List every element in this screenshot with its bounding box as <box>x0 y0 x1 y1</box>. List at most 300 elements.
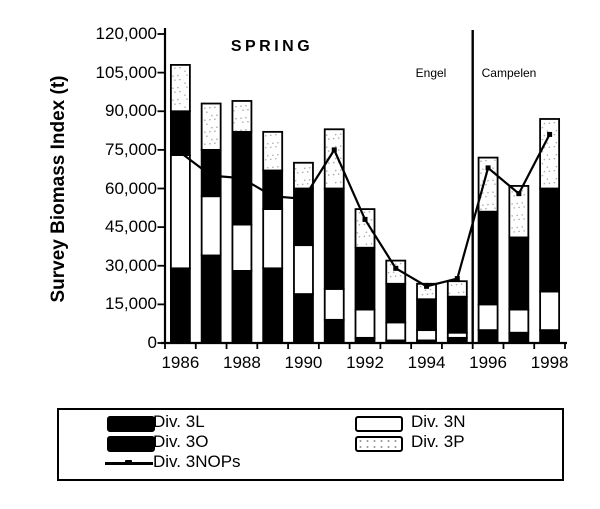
speckle-dot <box>297 184 299 186</box>
bar-segment-1990-3N <box>294 245 313 294</box>
speckle-dot <box>357 220 359 222</box>
speckle-dot <box>544 123 546 125</box>
legend-swatch-div-3p <box>355 436 403 452</box>
speckle-dot <box>518 207 520 209</box>
line-point-1996 <box>486 165 491 170</box>
speckle-dot <box>209 143 211 145</box>
y-axis-title: Survey Biomass Index (t) <box>48 75 69 303</box>
speckle-dot <box>309 179 311 181</box>
gear-period-label-campelen: Campelen <box>481 66 537 80</box>
speckle-dot <box>304 168 306 170</box>
speckle-dot <box>482 204 484 206</box>
speckle-dot <box>547 130 549 132</box>
speckle-dot <box>556 154 558 156</box>
speckle-dot <box>390 264 392 266</box>
line-point-1988 <box>239 176 244 181</box>
speckle-dot <box>425 289 427 291</box>
speckle-dot <box>179 91 181 93</box>
bar-segment-1997-3O <box>509 237 528 309</box>
bar-segment-1989-3L <box>263 268 282 343</box>
speckle-dot <box>432 293 434 295</box>
legend-swatch-div-3l <box>107 416 155 432</box>
speckle-dot <box>245 117 247 119</box>
legend-label-div-3l: Div. 3L <box>153 412 205 431</box>
line-point-1995 <box>455 276 460 281</box>
speckle-dot <box>513 195 515 197</box>
bar-segment-1990-3P <box>294 163 313 189</box>
speckle-dot <box>184 70 186 72</box>
speckle-dot <box>277 154 279 156</box>
speckle-dot <box>272 142 274 144</box>
y-tick-label-105000: 105,000 <box>95 62 157 82</box>
speckle-dot <box>371 219 373 221</box>
speckle-dot <box>393 271 395 273</box>
bar-segment-1996-3L <box>479 330 498 343</box>
speckle-dot <box>265 135 267 137</box>
speckle-dot <box>206 123 208 125</box>
y-tick-label-45000: 45,000 <box>105 217 157 237</box>
speckle-dot <box>295 168 297 170</box>
speckle-dot <box>390 276 392 278</box>
bar-segment-1991-3N <box>325 289 344 320</box>
speckle-dot <box>542 175 544 177</box>
speckle-dot <box>179 103 181 105</box>
speckle-dot <box>494 183 496 185</box>
speckle-dot <box>275 134 277 136</box>
speckle-dot <box>369 235 371 237</box>
bar-segment-1994-3N <box>417 330 436 340</box>
speckle-dot <box>214 118 216 120</box>
speckle-dot <box>556 130 558 132</box>
x-tick-label-1990: 1990 <box>284 353 323 372</box>
speckle-dot <box>340 133 342 135</box>
bar-segment-1998-3N <box>540 292 559 331</box>
speckle-dot <box>209 131 211 133</box>
speckle-dot <box>556 166 558 168</box>
speckle-dot <box>338 137 340 139</box>
speckle-dot <box>216 138 218 140</box>
speckle-dot <box>186 98 188 100</box>
bar-segment-1987-3O <box>202 150 221 196</box>
speckle-dot <box>364 224 366 226</box>
speckle-dot <box>328 150 330 152</box>
bar-segment-1986-3N <box>171 155 190 268</box>
speckle-dot <box>184 82 186 84</box>
speckle-dot <box>364 212 366 214</box>
speckle-dot <box>204 143 206 145</box>
speckle-dot <box>395 275 397 277</box>
speckle-dot <box>366 244 368 246</box>
speckle-dot <box>204 119 206 121</box>
speckle-dot <box>295 180 297 182</box>
x-tick-label-1998: 1998 <box>530 353 569 372</box>
x-tick-label-1992: 1992 <box>346 353 384 372</box>
speckle-dot <box>549 170 551 172</box>
x-tick-label-1986: 1986 <box>161 353 200 372</box>
bar-segment-1986-3O <box>171 111 190 155</box>
bar-segment-1987-3L <box>202 255 221 343</box>
speckle-dot <box>270 158 272 160</box>
legend-label-div-3p: Div. 3P <box>411 432 465 451</box>
speckle-dot <box>430 289 432 291</box>
speckle-dot <box>458 292 460 294</box>
legend-label-div-3n: Div. 3N <box>411 412 466 431</box>
speckle-dot <box>516 215 518 217</box>
speckle-dot <box>523 206 525 208</box>
speckle-dot <box>494 159 496 161</box>
speckle-dot <box>174 79 176 81</box>
speckle-dot <box>333 174 335 176</box>
bar-segment-1992-3O <box>356 248 375 310</box>
line-point-1997 <box>516 191 521 196</box>
speckle-dot <box>275 146 277 148</box>
speckle-dot <box>521 202 523 204</box>
bar-segment-1991-3L <box>325 320 344 343</box>
speckle-dot <box>326 170 328 172</box>
bar-segment-1987-3N <box>202 196 221 255</box>
speckle-dot <box>335 170 337 172</box>
speckle-dot <box>542 163 544 165</box>
bar-segment-1988-3L <box>232 271 251 343</box>
speckle-dot <box>333 162 335 164</box>
speckle-dot <box>326 146 328 148</box>
speckle-dot <box>549 182 551 184</box>
speckle-dot <box>480 172 482 174</box>
speckle-dot <box>216 126 218 128</box>
bar-segment-1994-3O <box>417 299 436 330</box>
line-point-1991 <box>332 147 337 152</box>
speckle-dot <box>449 292 451 294</box>
speckle-dot <box>242 109 244 111</box>
speckle-dot <box>549 122 551 124</box>
x-tick-label-1988: 1988 <box>223 353 261 372</box>
speckle-dot <box>359 224 361 226</box>
speckle-dot <box>451 284 453 286</box>
speckle-dot <box>214 106 216 108</box>
line-point-1994 <box>424 284 429 289</box>
speckle-dot <box>338 149 340 151</box>
speckle-dot <box>554 182 556 184</box>
speckle-dot <box>235 106 237 108</box>
speckle-dot <box>544 159 546 161</box>
speckle-dot <box>277 142 279 144</box>
y-tick-label-90000: 90,000 <box>105 101 157 121</box>
speckle-dot <box>485 208 487 210</box>
speckle-dot <box>523 218 525 220</box>
speckle-dot <box>511 215 513 217</box>
speckle-dot <box>326 182 328 184</box>
speckle-dot <box>521 214 523 216</box>
speckle-dot <box>240 105 242 107</box>
speckle-dot <box>480 160 482 162</box>
speckle-dot <box>513 207 515 209</box>
speckle-dot <box>556 178 558 180</box>
speckle-dot <box>364 236 366 238</box>
bar-segment-1993-3N <box>386 322 405 340</box>
speckle-dot <box>272 154 274 156</box>
y-tick-label-75000: 75,000 <box>105 139 157 159</box>
speckle-dot <box>211 115 213 117</box>
speckle-dot <box>554 158 556 160</box>
line-point-1989 <box>270 194 275 199</box>
speckle-dot <box>335 146 337 148</box>
line-point-1998 <box>547 132 552 137</box>
speckle-dot <box>275 158 277 160</box>
speckle-dot <box>242 121 244 123</box>
bar-segment-1996-3N <box>479 304 498 330</box>
speckle-dot <box>204 107 206 109</box>
speckle-dot <box>267 155 269 157</box>
speckle-dot <box>556 142 558 144</box>
legend-swatch-div-3o <box>107 436 155 452</box>
speckle-dot <box>297 172 299 174</box>
bar-segment-1996-3O <box>479 212 498 305</box>
bar-segment-1995-3O <box>448 297 467 333</box>
speckle-dot <box>272 166 274 168</box>
line-point-1990 <box>301 196 306 201</box>
speckle-dot <box>420 286 422 288</box>
speckle-dot <box>359 212 361 214</box>
speckle-dot <box>485 196 487 198</box>
y-tick-label-120000: 120,000 <box>95 24 157 43</box>
speckle-dot <box>554 134 556 136</box>
speckle-dot <box>172 87 174 89</box>
speckle-dot <box>480 184 482 186</box>
speckle-dot <box>340 145 342 147</box>
chart-title: SPRING <box>230 38 314 55</box>
speckle-dot <box>307 171 309 173</box>
speckle-dot <box>357 232 359 234</box>
bar-segment-1998-3L <box>540 330 559 343</box>
speckle-dot <box>177 99 179 101</box>
speckle-dot <box>513 219 515 221</box>
line-point-1993 <box>393 266 398 271</box>
speckle-dot <box>328 138 330 140</box>
speckle-dot <box>309 167 311 169</box>
speckle-dot <box>172 99 174 101</box>
speckle-dot <box>186 86 188 88</box>
speckle-dot <box>395 263 397 265</box>
bar-segment-1986-3L <box>171 268 190 343</box>
speckle-dot <box>371 243 373 245</box>
speckle-dot <box>523 194 525 196</box>
speckle-dot <box>487 204 489 206</box>
speckle-dot <box>204 131 206 133</box>
legend-label-div-3o: Div. 3O <box>153 432 209 451</box>
bar-segment-1993-3O <box>386 284 405 323</box>
speckle-dot <box>463 291 465 293</box>
speckle-dot <box>521 226 523 228</box>
speckle-dot <box>482 168 484 170</box>
speckle-dot <box>340 157 342 159</box>
speckle-dot <box>172 75 174 77</box>
speckle-dot <box>340 181 342 183</box>
speckle-dot <box>366 232 368 234</box>
speckle-dot <box>516 203 518 205</box>
gear-period-label-engel: Engel <box>415 66 447 80</box>
speckle-dot <box>245 129 247 131</box>
speckle-dot <box>456 284 458 286</box>
speckle-dot <box>485 184 487 186</box>
speckle-dot <box>487 192 489 194</box>
speckle-dot <box>544 183 546 185</box>
speckle-dot <box>233 122 235 124</box>
speckle-dot <box>422 294 424 296</box>
speckle-dot <box>233 110 235 112</box>
speckle-dot <box>554 170 556 172</box>
bar-segment-1992-3N <box>356 310 375 338</box>
legend <box>57 408 564 481</box>
speckle-dot <box>270 134 272 136</box>
x-tick-label-1994: 1994 <box>407 353 446 372</box>
speckle-dot <box>494 207 496 209</box>
bar-segment-1997-3L <box>509 333 528 343</box>
speckle-dot <box>326 134 328 136</box>
speckle-dot <box>235 118 237 120</box>
speckle-dot <box>547 178 549 180</box>
speckle-dot <box>277 166 279 168</box>
speckle-dot <box>359 236 361 238</box>
speckle-dot <box>307 183 309 185</box>
speckle-dot <box>554 146 556 148</box>
speckle-dot <box>492 203 494 205</box>
speckle-dot <box>184 106 186 108</box>
speckle-dot <box>492 191 494 193</box>
speckle-dot <box>247 109 249 111</box>
speckle-dot <box>267 167 269 169</box>
speckle-dot <box>485 160 487 162</box>
line-point-1986 <box>178 150 183 155</box>
speckle-dot <box>544 171 546 173</box>
speckle-dot <box>511 191 513 193</box>
speckle-dot <box>214 142 216 144</box>
bar-segment-1989-3P <box>263 132 282 171</box>
legend-line-marker-icon <box>125 460 132 465</box>
speckle-dot <box>179 67 181 69</box>
speckle-dot <box>214 130 216 132</box>
speckle-dot <box>245 105 247 107</box>
speckle-dot <box>494 195 496 197</box>
speckle-dot <box>547 142 549 144</box>
speckle-dot <box>216 114 218 116</box>
speckle-dot <box>211 127 213 129</box>
speckle-dot <box>335 134 337 136</box>
line-point-1987 <box>209 173 214 178</box>
speckle-dot <box>177 75 179 77</box>
speckle-dot <box>518 231 520 233</box>
bar-segment-1989-3O <box>263 170 282 209</box>
speckle-dot <box>357 244 359 246</box>
speckle-dot <box>177 87 179 89</box>
x-tick-label-1996: 1996 <box>469 353 507 372</box>
speckle-dot <box>302 172 304 174</box>
speckle-dot <box>511 227 513 229</box>
speckle-dot <box>482 192 484 194</box>
speckle-dot <box>335 182 337 184</box>
speckle-dot <box>542 139 544 141</box>
speckle-dot <box>206 135 208 137</box>
speckle-dot <box>549 158 551 160</box>
speckle-dot <box>240 117 242 119</box>
speckle-dot <box>328 174 330 176</box>
bar-segment-1995-3P <box>448 281 467 296</box>
speckle-dot <box>400 275 402 277</box>
speckle-dot <box>547 154 549 156</box>
speckle-dot <box>518 219 520 221</box>
speckle-dot <box>265 147 267 149</box>
speckle-dot <box>516 227 518 229</box>
speckle-dot <box>235 130 237 132</box>
speckle-dot <box>547 166 549 168</box>
speckle-dot <box>174 91 176 93</box>
bar-segment-1998-3O <box>540 189 559 292</box>
speckle-dot <box>267 143 269 145</box>
speckle-dot <box>209 119 211 121</box>
speckle-dot <box>523 230 525 232</box>
speckle-dot <box>179 79 181 81</box>
speckle-dot <box>265 159 267 161</box>
legend-swatch-div-3n <box>355 416 403 432</box>
speckle-dot <box>174 103 176 105</box>
y-tick-label-30000: 30,000 <box>105 255 157 275</box>
speckle-dot <box>304 180 306 182</box>
speckle-dot <box>480 208 482 210</box>
bar-segment-1988-3N <box>232 225 251 271</box>
y-tick-label-0: 0 <box>147 333 157 352</box>
speckle-dot <box>461 283 463 285</box>
speckle-dot <box>333 138 335 140</box>
speckle-dot <box>209 107 211 109</box>
bar-segment-1989-3N <box>263 209 282 268</box>
y-tick-label-60000: 60,000 <box>105 178 157 198</box>
speckle-dot <box>487 180 489 182</box>
speckle-dot <box>544 135 546 137</box>
speckle-dot <box>338 173 340 175</box>
speckle-dot <box>388 272 390 274</box>
speckle-dot <box>328 162 330 164</box>
speckle-dot <box>492 167 494 169</box>
speckle-dot <box>335 158 337 160</box>
bar-segment-1988-3P <box>232 101 251 132</box>
speckle-dot <box>174 67 176 69</box>
speckle-dot <box>247 121 249 123</box>
speckle-dot <box>340 169 342 171</box>
bar-segment-1987-3P <box>202 104 221 150</box>
bar-segment-1991-3O <box>325 189 344 289</box>
speckle-dot <box>511 203 513 205</box>
y-tick-label-15000: 15,000 <box>105 294 157 314</box>
speckle-dot <box>240 129 242 131</box>
speckle-dot <box>302 184 304 186</box>
speckle-dot <box>542 127 544 129</box>
speckle-dot <box>427 293 429 295</box>
bar-segment-1997-3N <box>509 310 528 333</box>
speckle-dot <box>369 211 371 213</box>
speckle-dot <box>492 179 494 181</box>
speckle-dot <box>184 94 186 96</box>
speckle-dot <box>211 139 213 141</box>
speckle-dot <box>186 74 188 76</box>
legend-label-div-3nops: Div. 3NOPs <box>153 452 241 471</box>
speckle-dot <box>554 122 556 124</box>
bar-segment-1990-3L <box>294 294 313 343</box>
speckle-dot <box>206 111 208 113</box>
speckle-dot <box>400 263 402 265</box>
speckle-dot <box>270 146 272 148</box>
line-point-1992 <box>363 217 368 222</box>
speckle-dot <box>549 146 551 148</box>
speckle-dot <box>513 231 515 233</box>
